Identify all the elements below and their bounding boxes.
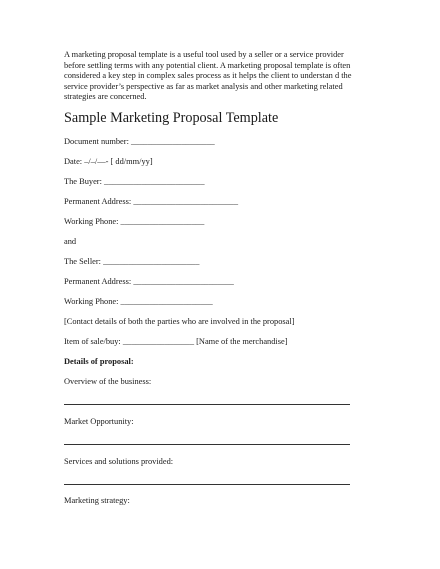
and-text: and [64, 237, 77, 246]
intro-line: service provider’s perspective as far as market analysis and other marketing related [64, 81, 343, 91]
overview-label: Overview of the business: [64, 377, 152, 386]
buyer-phone-field: Working Phone: ____________________ [64, 217, 205, 226]
seller-phone-field: Working Phone: ______________________ [64, 297, 213, 306]
page-title: Sample Marketing Proposal Template [64, 110, 279, 126]
date-field: Date: –/–/—- [ dd/mm/yy] [64, 157, 153, 166]
intro-line: considered a key step in complex sales process as it helps the client to understan d the [64, 71, 352, 81]
contact-note: [Contact details of both the parties who are involved in the proposal] [64, 317, 295, 326]
market-opportunity-label: Market Opportunity: [64, 417, 134, 426]
marketing-strategy-label: Marketing strategy: [64, 496, 130, 505]
document-number-field: Document number: ____________________ [64, 137, 215, 146]
intro-line: before settling terms with any potential client. A marketing proposal template is often [64, 60, 351, 70]
market-opportunity-answer-line [64, 444, 350, 445]
services-label: Services and solutions provided: [64, 457, 174, 466]
intro-paragraph [64, 50, 386, 103]
item-field: Item of sale/buy: _________________ [Name of the merchandise] [64, 337, 288, 346]
seller-field: The Seller: _______________________ [64, 257, 200, 266]
intro-line: strategies are concerned. [64, 92, 147, 102]
details-heading: Details of proposal: [64, 357, 134, 366]
overview-answer-line [64, 404, 350, 405]
seller-address-field: Permanent Address: ________________________ [64, 277, 234, 286]
buyer-field: The Buyer: ________________________ [64, 177, 205, 186]
services-answer-line [64, 484, 350, 485]
intro-line: A marketing proposal template is a useful tool used by a seller or a service provider [64, 50, 344, 59]
buyer-address-field: Permanent Address: _________________________ [64, 197, 239, 206]
